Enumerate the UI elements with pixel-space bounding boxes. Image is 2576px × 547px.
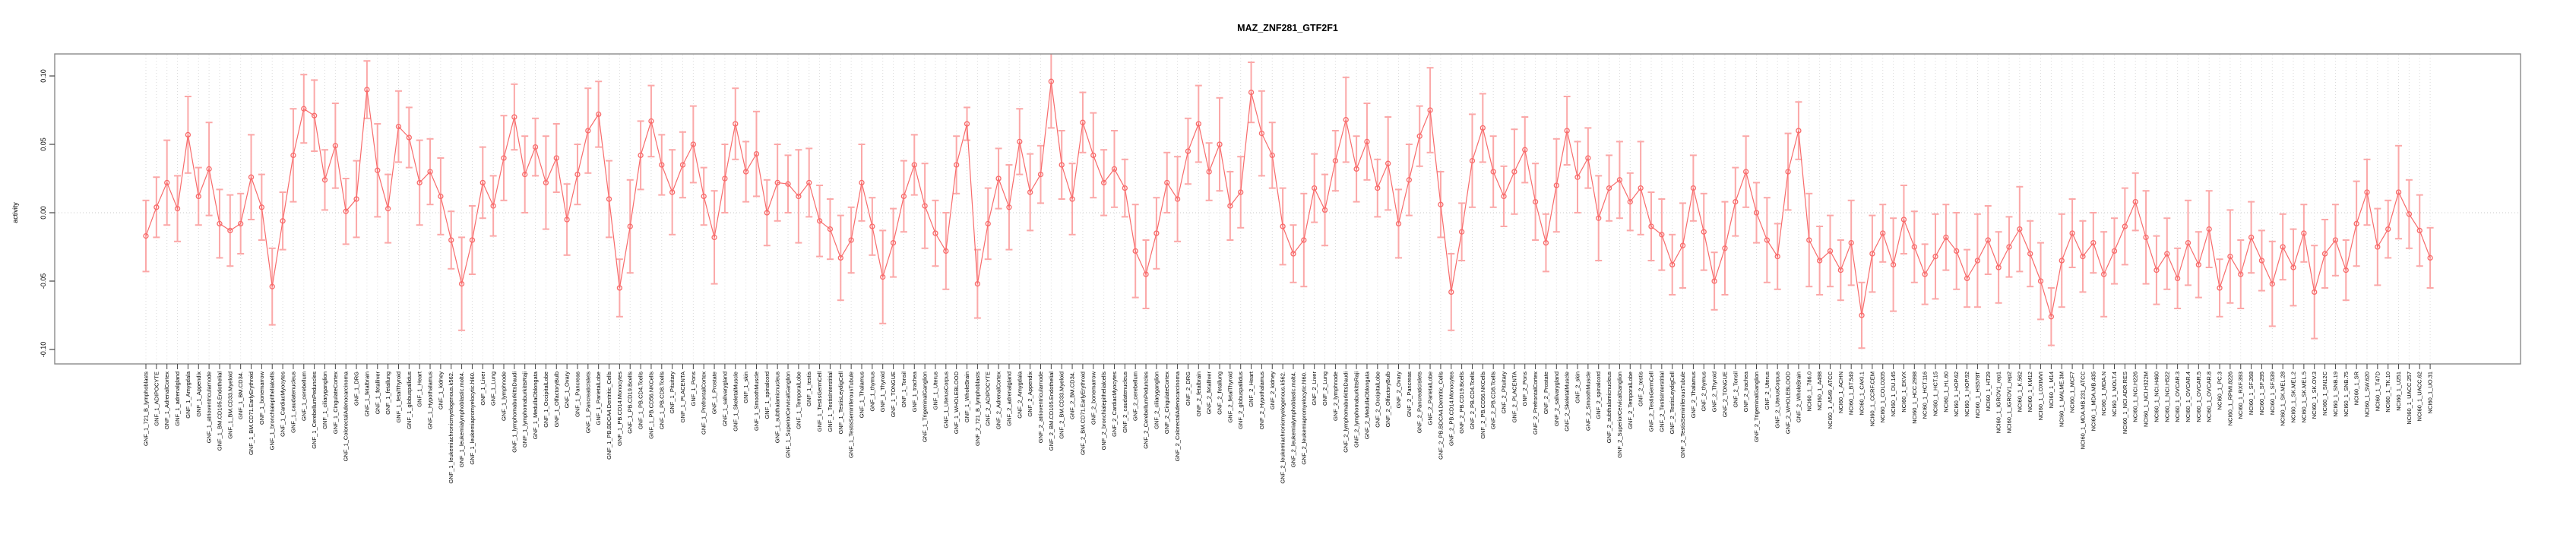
x-tick-label: GNF_2_Prostate <box>1542 372 1549 415</box>
x-tick-label: NCI60_1_TK.10 <box>2385 372 2392 413</box>
x-tick-label: GNF_2_bronchialepithelialcells <box>1100 372 1108 451</box>
x-tick-label: NCI60_1_COLO205 <box>1879 372 1887 423</box>
x-tick-label: GNF_1_lymphnode <box>500 372 508 422</box>
x-tick-label: NCI60_1_UACC.257 <box>2405 372 2413 425</box>
x-tick-label: GNF_1_TestisSeminiferousTubule <box>847 372 855 458</box>
data-points <box>144 79 2432 319</box>
x-tick-label: GNF_1_lymphomaburkittsDaudi <box>511 372 518 453</box>
x-tick-label: GNF_1_thymus <box>869 372 876 412</box>
x-tick-label: GNF_1_leukemialymphoblastic.molt4. <box>458 372 466 468</box>
x-tick-label: GNF_1_CardiacMyocytes <box>279 372 286 437</box>
x-tick-label: NCI60_1_MCF7 <box>2068 372 2076 413</box>
x-tick-label: GNF_2_leukemiapromyelocytic.hl60. <box>1300 372 1308 465</box>
x-tick-label: NCI60_1_HOP.92 <box>1964 372 1971 417</box>
x-tick-label: GNF_1_caudatenucleus <box>290 372 297 433</box>
x-tick-label: GNF_1_PB.CD8.Tcells <box>658 372 666 430</box>
x-tick-label: NCI60_1_OVCAR.8 <box>2205 372 2213 422</box>
x-tick-label: NCI60_1_T47D <box>2374 372 2381 412</box>
x-tick-label: GNF_1_TestisLeydigCell <box>837 372 844 435</box>
x-tick-label: GNF_1_Prostate <box>710 372 718 415</box>
x-tick-label: GNF_2_PancreaticIslets <box>1416 372 1423 434</box>
x-tick-label: GNF_2_PLACENTA <box>1511 372 1518 423</box>
x-tick-label: NCI60_1_RPMI.8226 <box>2226 372 2234 426</box>
x-tick-label: NCI60_1_OVCAR.5 <box>2195 372 2202 422</box>
x-tick-label: NCI60_1_SF.539 <box>2268 372 2276 416</box>
x-tick-label: GNF_2_721_B_lymphoblasts <box>973 372 981 446</box>
x-tick-label: NCI60_1_MDA.N <box>2100 372 2108 416</box>
x-tick-label: GNF_1_globuspallidus <box>405 372 413 429</box>
x-tick-label: GNF_1_BM.CD71.EarlyErythroid <box>248 372 255 456</box>
x-tick-label: GNF_2_Uterus <box>1763 372 1771 410</box>
x-tick-label: GNF_2_CardiacMyocytes <box>1110 372 1118 437</box>
x-tick-label: GNF_1_bronchialepithelialcells <box>268 372 276 451</box>
x-tick-label: GNF_1_PB.CD4.Tcells <box>637 372 644 430</box>
x-tick-label: GNF_1_PB.BDCA4.Dentritic_Cells <box>606 372 613 460</box>
x-tick-label: NCI60_1_NCI.H460 <box>2153 372 2160 422</box>
x-tick-label: GNF_2_kidney <box>1268 372 1276 410</box>
x-tick-label: NCI60_1_M14 <box>2047 372 2055 409</box>
x-tick-label: NCI60_1_SR <box>2353 372 2360 406</box>
x-tick-label: GNF_2_fetalThyroid <box>1226 372 1234 423</box>
x-tick-label: NCI60_1_A549_ATCC <box>1826 372 1834 429</box>
x-tick-label: GNF_2_TestisSeminiferousTubule <box>1679 372 1687 458</box>
x-tick-label: GNF_2_testis <box>1637 372 1644 406</box>
x-tick-label: NCI60_1_SK.MEL.2 <box>2290 372 2297 423</box>
x-tick-label: GNF_1_Pons <box>689 372 697 406</box>
x-tick-label: GNF_2_trachea <box>1742 372 1750 413</box>
x-tick-label: GNF_2_PB.BDCA4.Dentritic_Cells <box>1437 372 1445 460</box>
x-tick-label: NCI60_1_SNB.19 <box>2331 372 2339 417</box>
x-tick-label: GNF_2_fetallung <box>1216 372 1223 415</box>
x-tick-label: NCI60_1_PC.3 <box>2216 372 2223 410</box>
x-tick-label: GNF_2_BM.CD33.Myeloid <box>1058 372 1065 439</box>
x-tick-label: GNF_2_cerebellum <box>1131 372 1139 422</box>
x-tick-label: GNF_2_thymus <box>1700 372 1707 412</box>
x-tick-label: GNF_1_ColorectalAdenocarcinoma <box>342 372 350 462</box>
x-tick-label: GNF_1_TestisInterstitial <box>826 372 834 432</box>
x-tick-label: GNF_1_Lung <box>489 372 497 406</box>
x-tick-label: GNF_1_TrigeminalGanglion <box>921 372 929 443</box>
x-tick-label: GNF_1_Heart <box>416 372 423 407</box>
x-tick-label: GNF_1_TemporalLobe <box>795 372 802 429</box>
x-tick-label: GNF_1_OlfactoryBulb <box>552 372 560 428</box>
x-tick-label: GNF_1_Pancreas <box>574 372 581 418</box>
x-tick-label: GNF_2_Lung <box>1321 372 1329 406</box>
x-tick-label: GNF_1_Tonsil <box>900 372 907 408</box>
error-bars <box>143 35 2434 348</box>
x-tick-label: NCI60_1_ACHN <box>1837 372 1844 414</box>
x-tick-label: GNF_2_Ovary <box>1395 372 1403 409</box>
x-tick-label: GNF_1_ParietalLobe <box>595 372 603 425</box>
x-tick-label: GNF_1_PrefrontalCortex <box>700 372 707 435</box>
x-tick-label: GNF_2_CerebellumPeduncles <box>1142 372 1150 449</box>
x-tick-label: GNF_1_leukemiapromyelocytic.hl60. <box>468 372 476 465</box>
x-tick-label: GNF_2_PB.CD14.Monocytes <box>1448 372 1455 446</box>
x-tick-label: GNF_2_PB.CD4.Tcells <box>1468 372 1476 430</box>
x-tick-label: GNF_1_TestisGermCell <box>816 372 824 432</box>
x-tick-label: GNF_2_caudatenucleus <box>1121 372 1128 433</box>
x-tick-label: NCI60_1_NCI.ADR.RES <box>2121 372 2128 435</box>
x-tick-label: NCI60_1_MALME.3M <box>2058 372 2065 427</box>
x-tick-label: GNF_1_spinalcord <box>763 372 771 419</box>
x-tick-label: NCI60_1_KM12 <box>2027 372 2034 413</box>
x-tick-label: GNF_1_CingulateCortex <box>331 372 339 435</box>
x-tick-label: NCI60_1_EKVX <box>1900 372 1907 413</box>
x-tick-label: GNF_2_Pancreas <box>1405 372 1413 418</box>
x-tick-label: NCI60_1_CAKI.1 <box>1858 372 1866 416</box>
x-tick-label: GNF_1_PB.CD56.NKCells <box>647 372 655 439</box>
x-tick-label: GNF_1_CerebellumPeduncles <box>311 372 318 449</box>
x-tick-label: GNF_2_PB.CD8.Tcells <box>1489 372 1497 430</box>
y-axis-label: activity <box>11 202 19 223</box>
x-tick-label: NCI60_1_U251 <box>2395 372 2403 411</box>
x-tick-label: NCI60_1_SK.OV.3 <box>2311 372 2318 419</box>
chart-title: MAZ_ZNF281_GTF2F1 <box>1237 23 1338 33</box>
x-tick-label: GNF_1_BM.CD105.Endothelial <box>216 372 223 451</box>
x-tick-label: NCI60_1_OVCAR.4 <box>2184 372 2191 422</box>
x-tick-label: GNF_2_bonemarrow <box>1090 372 1097 425</box>
x-tick-label: GNF_2_lymphomaburkittsRaji <box>1353 372 1360 448</box>
x-tick-label: GNF_2_WholeBrain <box>1795 372 1802 423</box>
x-tick-label: NCI60_1_IGROV1_rep1 <box>1995 372 2002 434</box>
x-tick-label: GNF_2_PB.CD56.NKCells <box>1479 372 1486 439</box>
gridlines <box>146 55 2430 363</box>
x-tick-label: GNF_2_Thyroid <box>1710 372 1718 413</box>
x-tick-label: GNF_1_BM.CD33.Myeloid <box>226 372 234 439</box>
y-tick-label: -0.05 <box>40 273 47 289</box>
x-tick-label: GNF_1_fetallung <box>385 372 392 415</box>
x-tick-label: NCI60_1_IGROV1_rep2 <box>2005 372 2013 434</box>
x-tick-label: GNF_1_PancreaticIslets <box>584 372 592 434</box>
x-tick-label: GNF_1_ciliaryganglion <box>321 372 329 429</box>
x-tick-label: GNF_1_SuperiorCervicalGanglion <box>784 372 792 458</box>
x-tick-label: GNF_2_fetalliver <box>1205 372 1213 415</box>
x-tick-label: GNF_2_BM.CD34. <box>1068 372 1076 419</box>
x-tick-label: GNF_1_Pituitary <box>669 372 676 414</box>
x-tick-label: NCI60_1_HCC.2998 <box>1910 372 1918 424</box>
x-tick-label: GNF_2_leukemiachronicmyelogenous.k562. <box>1279 372 1286 484</box>
x-tick-label: GNF_2_WHOLEBLOOD <box>1784 372 1792 435</box>
x-tick-label: NCI60_1_NCI.H522 <box>2163 372 2171 422</box>
x-tick-label: NCI60_1_OVCAR.3 <box>2174 372 2182 422</box>
x-tick-label: NCI60_1_NCI.H226 <box>2131 372 2139 422</box>
x-tick-label: NCI60_1_HL.60 <box>1942 372 1950 413</box>
x-tick-label: GNF_1_PB.CD19.Bcells <box>626 372 634 434</box>
x-tick-label: GNF_2_TestisLeydigCell <box>1669 372 1676 435</box>
x-tick-label: GNF_2_salivarygland <box>1552 372 1560 427</box>
y-tick-label: -0.10 <box>40 341 47 358</box>
x-tick-label: NCI60_1_SN12C <box>2321 372 2329 416</box>
x-tick-label: NCI60_1_HCT.116 <box>1921 372 1929 419</box>
x-tick-label: GNF_2_BM.CD105.Endothelial <box>1047 372 1055 451</box>
y-axis <box>40 69 55 357</box>
x-tick-label: GNF_2_TONGUE <box>1721 372 1729 418</box>
x-tick-label: NCI60_1_A498 <box>1816 372 1824 411</box>
x-tick-label: GNF_1_fetalbrain <box>363 371 371 417</box>
y-tick-label: 0.05 <box>40 138 47 151</box>
x-tick-label: GNF_1_salivarygland <box>721 372 729 427</box>
x-tick-label: GNF_1_bonemarrow <box>258 372 265 425</box>
x-tick-label: GNF_1_fetalThyroid <box>394 372 402 423</box>
x-tick-label: GNF_1_leukemiachronicmyelogenous.k562. <box>448 372 455 484</box>
x-tick-label: GNF_1_WHOLEBLOOD <box>953 372 960 435</box>
x-tick-label: GNF_2_ciliaryganglion <box>1153 372 1160 429</box>
x-tick-label: GNF_2_Appendix <box>1027 372 1034 417</box>
x-tick-label: GNF_2_OccipitalLobe <box>1374 372 1381 428</box>
x-tick-label: GNF_2_OlfactoryBulb <box>1385 372 1392 428</box>
x-tick-label: GNF_2_atrioventricularnode <box>1037 372 1045 444</box>
x-tick-label: GNF_1_adrenalgland <box>174 372 182 426</box>
x-tick-label: NCI60_1_786.0 <box>1805 372 1813 412</box>
x-tick-label: NCI60_1_NCI.H322M <box>2142 372 2150 427</box>
x-tick-label: GNF_1_Thyroid <box>879 372 887 413</box>
x-tick-label: GNF_1_DRG <box>353 372 360 406</box>
x-tick-label: GNF_2_globuspallidus <box>1237 372 1245 429</box>
plot-border <box>55 54 2521 364</box>
x-tick-label: GNF_1_Ovary <box>563 372 571 409</box>
x-tick-label: GNF_1_TONGUE <box>890 372 897 418</box>
x-tick-label: GNF_2_Heart <box>1248 372 1255 407</box>
x-tick-label: GNF_1_Thalamus <box>858 372 866 419</box>
x-tick-label: GNF_1_Liver <box>479 372 486 406</box>
x-tick-label: GNF_2_ColorectalAdenocarcinoma <box>1174 372 1182 462</box>
x-tick-label: NCI60_1_DU.145 <box>1890 372 1897 417</box>
x-tick-label: GNF_1_atrioventricularnode <box>205 372 213 444</box>
x-tick-label: GNF_2_SmoothMuscle <box>1584 372 1592 431</box>
x-tick-label: NCI60_1_CCRF.CEM <box>1869 372 1876 427</box>
x-tick-label: GNF_2_SkeletalMuscle <box>1563 372 1571 432</box>
x-tick-label: GNF_2_Tonsil <box>1732 372 1739 408</box>
x-tick-label: NCI60_1_HS578T <box>1973 372 1981 419</box>
x-tick-label: GNF_2_Hypothalamus <box>1258 372 1265 430</box>
x-tick-label: GNF_2_PB.CD19.Bcells <box>1458 372 1466 434</box>
x-tick-label: GNF_2_fetalbrain <box>1195 372 1202 417</box>
x-tick-label: GNF_2_spinalcord <box>1595 372 1603 419</box>
x-tick-label: NCI60_1_HCT.15 <box>1932 372 1939 416</box>
x-tick-label: NCI60_1_MDA.MB.435 <box>2090 372 2097 432</box>
x-tick-label: GNF_2_MedullaOblongata <box>1363 372 1371 440</box>
x-tick-label: GNF_1_ADIPOCYTE <box>153 372 160 426</box>
x-tick-label: GNF_1_721_B_lymphoblasts <box>142 372 150 446</box>
x-tick-label: NCI60_1_SNB.75 <box>2342 372 2350 417</box>
x-tick-label: GNF_1_BM.CD34. <box>237 372 245 419</box>
x-tick-label: GNF_2_lymphnode <box>1331 372 1339 422</box>
x-tick-label: GNF_1_Amygdala <box>184 372 191 419</box>
x-tick-label: NCI60_1_LOXIMVI <box>2037 372 2045 421</box>
x-tick-label: GNF_2_TestisGermCell <box>1647 372 1655 432</box>
x-tick-label: NCI60_1_MDA.MB.231_ATCC <box>2079 372 2087 450</box>
x-tick-label: GNF_1_lymphomaburkittsRaji <box>521 372 529 448</box>
x-tick-label: GNF_1_SkeletalMuscle <box>732 372 739 432</box>
x-tick-label: GNF_2_BM.CD71.EarlyErythroid <box>1079 372 1087 456</box>
x-tick-label: GNF_1_kidney <box>437 372 445 410</box>
x-tick-label: GNF_2_Amygdala <box>1016 372 1024 419</box>
x-tick-label: GNF_1_subthalamicnucleus <box>774 372 781 444</box>
y-tick-label: 0.10 <box>40 69 47 83</box>
x-tick-label: GNF_2_ParietalLobe <box>1426 372 1434 425</box>
x-tick-label: GNF_1_AdrenalCortex <box>163 372 171 430</box>
x-tick-label: GNF_2_PrefrontalCortex <box>1532 372 1540 435</box>
x-tick-label: GNF_2_Pituitary <box>1500 372 1508 414</box>
x-axis <box>143 364 2434 484</box>
x-tick-label: GNF_2_AdrenalCortex <box>995 372 1002 430</box>
x-tick-label: GNF_1_Hypothalamus <box>426 372 434 430</box>
x-tick-label: GNF_1_fetalliver <box>374 372 381 415</box>
x-tick-label: GNF_2_ADIPOCYTE <box>984 372 992 426</box>
x-tick-label: GNF_2_CingulateCortex <box>1163 372 1171 435</box>
x-tick-label: GNF_1_testis <box>805 372 813 406</box>
x-tick-label: GNF_1_WholeBrain <box>964 372 971 423</box>
x-tick-label: GNF_1_Uterus <box>932 372 939 410</box>
x-tick-label: GNF_2_leukemialymphoblastic.molt4. <box>1290 372 1297 468</box>
series-line <box>146 81 2430 317</box>
x-tick-label: NCI60_1_SF.268 <box>2248 372 2255 416</box>
x-tick-label: GNF_2_Thalamus <box>1689 372 1697 419</box>
x-tick-label: NCI60_1_HT29 <box>1984 372 1992 412</box>
x-tick-label: NCI60_1_SK.MEL.28 <box>2279 372 2286 426</box>
x-tick-label: GNF_1_Appendix <box>195 372 202 417</box>
x-tick-label: NCI60_1_HOP.62 <box>1953 372 1960 417</box>
x-tick-label: GNF_2_Pons <box>1521 372 1529 406</box>
x-tick-label: GNF_2_skin <box>1574 372 1581 403</box>
x-tick-label: NCI60_1_MOLT.4 <box>2111 372 2119 417</box>
x-tick-label: GNF_1_cerebellum <box>300 372 308 422</box>
x-tick-label: GNF_1_OccipitalLobe <box>542 372 549 428</box>
x-tick-label: GNF_2_adrenalgland <box>1005 372 1013 426</box>
x-tick-label: NCI60_1_SK.MEL.5 <box>2300 372 2308 423</box>
x-tick-label: GNF_2_TemporalLobe <box>1626 372 1634 429</box>
x-tick-label: GNF_1_PLACENTA <box>679 372 687 423</box>
x-tick-label: GNF_2_subthalamicnucleus <box>1606 372 1613 444</box>
x-tick-label: GNF_2_lymphomaburkittsDaudi <box>1342 372 1350 453</box>
x-tick-label: GNF_2_SuperiorCervicalGanglion <box>1616 372 1623 458</box>
y-tick-label: 0.00 <box>40 206 47 220</box>
x-tick-label: NCI60_1_SF.295 <box>2258 372 2265 416</box>
x-tick-label: GNF_2_Liver <box>1311 372 1318 406</box>
x-tick-label: GNF_1_PB.CD14.Monocytes <box>616 372 623 446</box>
x-tick-label: GNF_1_skin <box>742 372 750 403</box>
x-tick-label: GNF_2_TestisInterstitial <box>1658 372 1666 432</box>
x-tick-label: NCI60_1_SW.620 <box>2363 372 2371 418</box>
x-tick-label: NCI60_1_K.562 <box>2016 372 2024 413</box>
x-tick-label: NCI60_1_UO.31 <box>2426 372 2434 414</box>
x-tick-label: NCI60_1_UACC.62 <box>2416 372 2423 422</box>
x-tick-label: GNF_2_UterusCorpus <box>1774 372 1781 428</box>
x-tick-label: NCI60_1_BT.549 <box>1847 372 1855 416</box>
x-tick-label: GNF_1_SmoothMuscle <box>752 372 760 431</box>
x-tick-label: GNF_1_trachea <box>910 372 918 413</box>
x-tick-label: NCI60_1_RXF.393 <box>2237 372 2245 419</box>
x-tick-label: GNF_1_MedullaOblongata <box>532 372 540 440</box>
x-tick-label: GNF_2_TrigeminalGanglion <box>1753 372 1761 443</box>
x-tick-label: GNF_2_DRG <box>1184 372 1191 406</box>
x-tick-label: GNF_1_UterusCorpus <box>942 372 950 428</box>
